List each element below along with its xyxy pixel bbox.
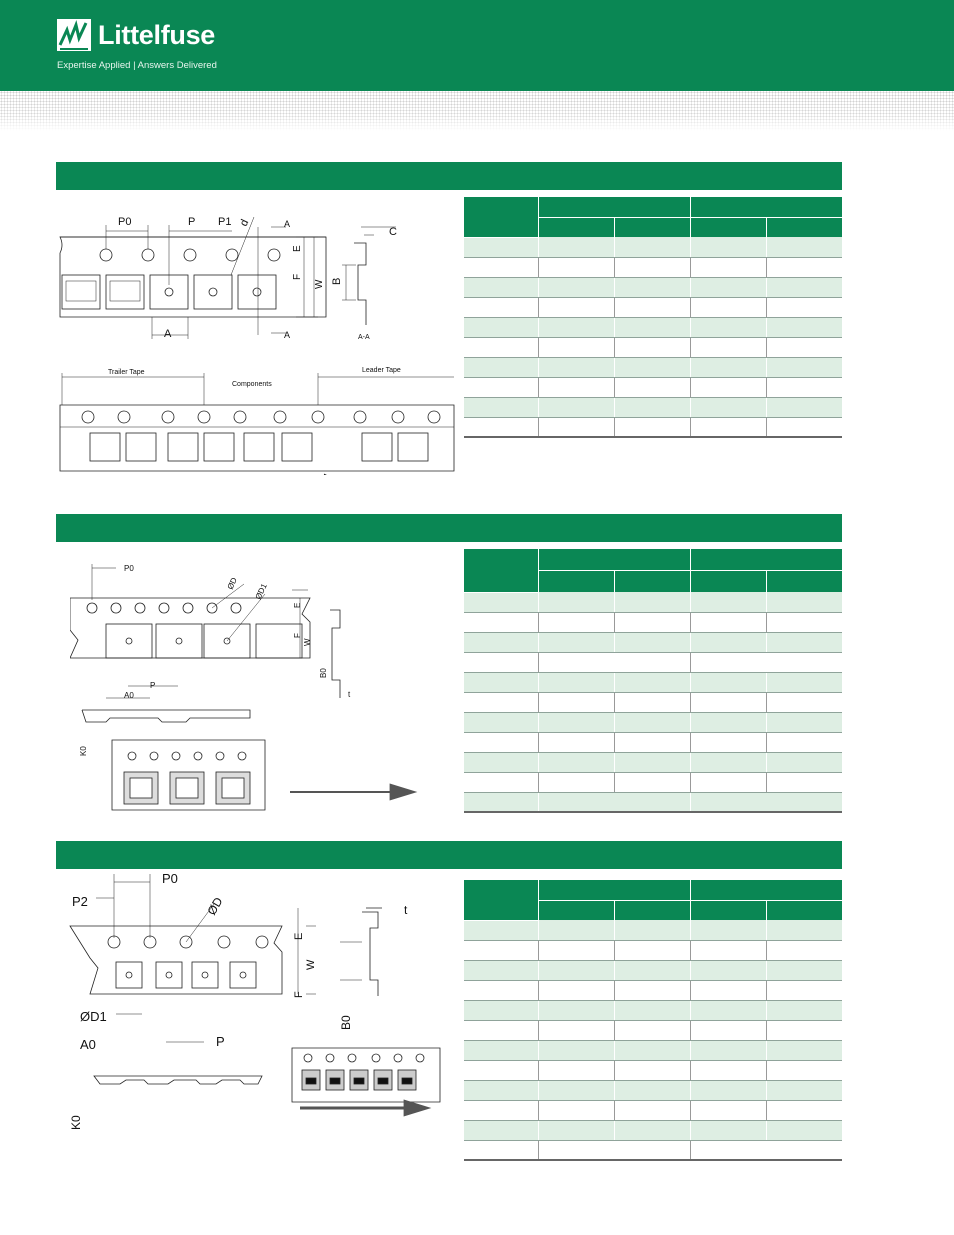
label-p: P xyxy=(150,681,156,690)
table-row xyxy=(464,712,843,732)
label-w: W xyxy=(303,638,312,646)
label-a-top: A xyxy=(284,219,291,229)
label-a0: A0 xyxy=(124,691,134,700)
table-row xyxy=(464,940,843,960)
table-row xyxy=(464,792,843,812)
label-k0: K0 xyxy=(79,746,88,756)
table-row xyxy=(464,1040,843,1060)
table-row xyxy=(464,652,843,672)
table-row xyxy=(464,692,843,712)
table-row xyxy=(464,397,843,417)
label-d1: ØD1 xyxy=(80,1009,107,1024)
table-row xyxy=(464,672,843,692)
table-row xyxy=(464,960,843,980)
brand-tagline xyxy=(57,60,217,71)
table-row xyxy=(464,297,843,317)
label-e: E xyxy=(293,602,302,608)
table-row xyxy=(464,752,843,772)
tape-diagram-1 xyxy=(56,205,456,475)
table-row xyxy=(464,257,843,277)
label-w: W xyxy=(305,959,317,970)
label-t: t xyxy=(404,903,408,917)
table-row xyxy=(464,920,843,940)
label-p0: P0 xyxy=(124,564,134,573)
sprocket-holes xyxy=(100,249,280,261)
table-row xyxy=(464,1000,843,1020)
table-row xyxy=(464,1020,843,1040)
tagline-right: Answers Delivered xyxy=(137,60,217,71)
tape-spec-table-1 xyxy=(463,197,842,438)
table-row xyxy=(464,417,843,437)
table-row xyxy=(464,377,843,397)
label-a-left: A xyxy=(164,328,172,340)
label-f: F xyxy=(293,633,302,638)
label-t: t xyxy=(348,690,351,699)
table-row xyxy=(464,732,843,752)
label-k0: K0 xyxy=(69,1115,83,1130)
section-bar-1 xyxy=(56,162,842,190)
section-bar-3 xyxy=(56,841,842,869)
table-row xyxy=(464,317,843,337)
table-row xyxy=(464,357,843,377)
label-components: Components xyxy=(232,381,272,388)
label-w: W xyxy=(314,279,325,289)
table-header-row xyxy=(464,197,843,217)
table-row xyxy=(464,1080,843,1100)
label-c: C xyxy=(389,226,397,238)
label-d: ØD xyxy=(204,894,226,918)
label-p2: P2 xyxy=(72,894,88,909)
label-d: d xyxy=(237,217,252,229)
table-row xyxy=(464,277,843,297)
label-p: P xyxy=(188,216,196,228)
table-row xyxy=(464,337,843,357)
label-a-bottom: A xyxy=(284,330,291,340)
table-header-row xyxy=(464,880,843,900)
tape-spec-table-2 xyxy=(463,549,842,813)
littelfuse-logo-icon xyxy=(56,18,92,52)
label-b0: B0 xyxy=(339,1015,353,1030)
tape-diagram-3 xyxy=(66,868,446,1138)
table-header-row xyxy=(464,549,843,571)
label-b: B xyxy=(331,277,343,285)
label-e: E xyxy=(293,932,305,940)
dotted-band-fade xyxy=(0,91,954,131)
label-trailer-tape: Trailer Tape xyxy=(108,369,145,376)
label-p0: P0 xyxy=(162,871,178,886)
table-row xyxy=(464,592,843,612)
label-leader-tape: Leader Tape xyxy=(362,367,401,374)
label-f: F xyxy=(293,991,305,998)
label-e: E xyxy=(292,245,303,252)
table-row xyxy=(464,980,843,1000)
table-row xyxy=(464,1140,843,1160)
tape-diagram-2 xyxy=(70,560,430,825)
table-row xyxy=(464,1100,843,1120)
label-d: ØD xyxy=(225,576,239,591)
section-bar-2 xyxy=(56,514,842,542)
label-section-aa: A-A xyxy=(358,334,370,341)
label-b0: B0 xyxy=(319,668,328,678)
label-d1: ØD1 xyxy=(253,582,269,601)
brand-logo xyxy=(56,18,215,52)
page-header xyxy=(0,0,954,91)
tagline-divider: | xyxy=(133,60,138,71)
label-f: F xyxy=(292,273,303,280)
tagline-left: Expertise Applied xyxy=(57,60,131,71)
label-p0: P0 xyxy=(118,216,132,228)
table-row xyxy=(464,632,843,652)
table-row xyxy=(464,612,843,632)
table-row xyxy=(464,772,843,792)
label-a0: A0 xyxy=(80,1037,96,1052)
tape-spec-table-3 xyxy=(463,880,842,1161)
table-row xyxy=(464,1120,843,1140)
label-p: P xyxy=(216,1034,225,1049)
label-p1: P1 xyxy=(218,216,232,228)
table-row xyxy=(464,1060,843,1080)
table-row xyxy=(464,237,843,257)
brand-name: Littelfuse xyxy=(98,19,216,50)
